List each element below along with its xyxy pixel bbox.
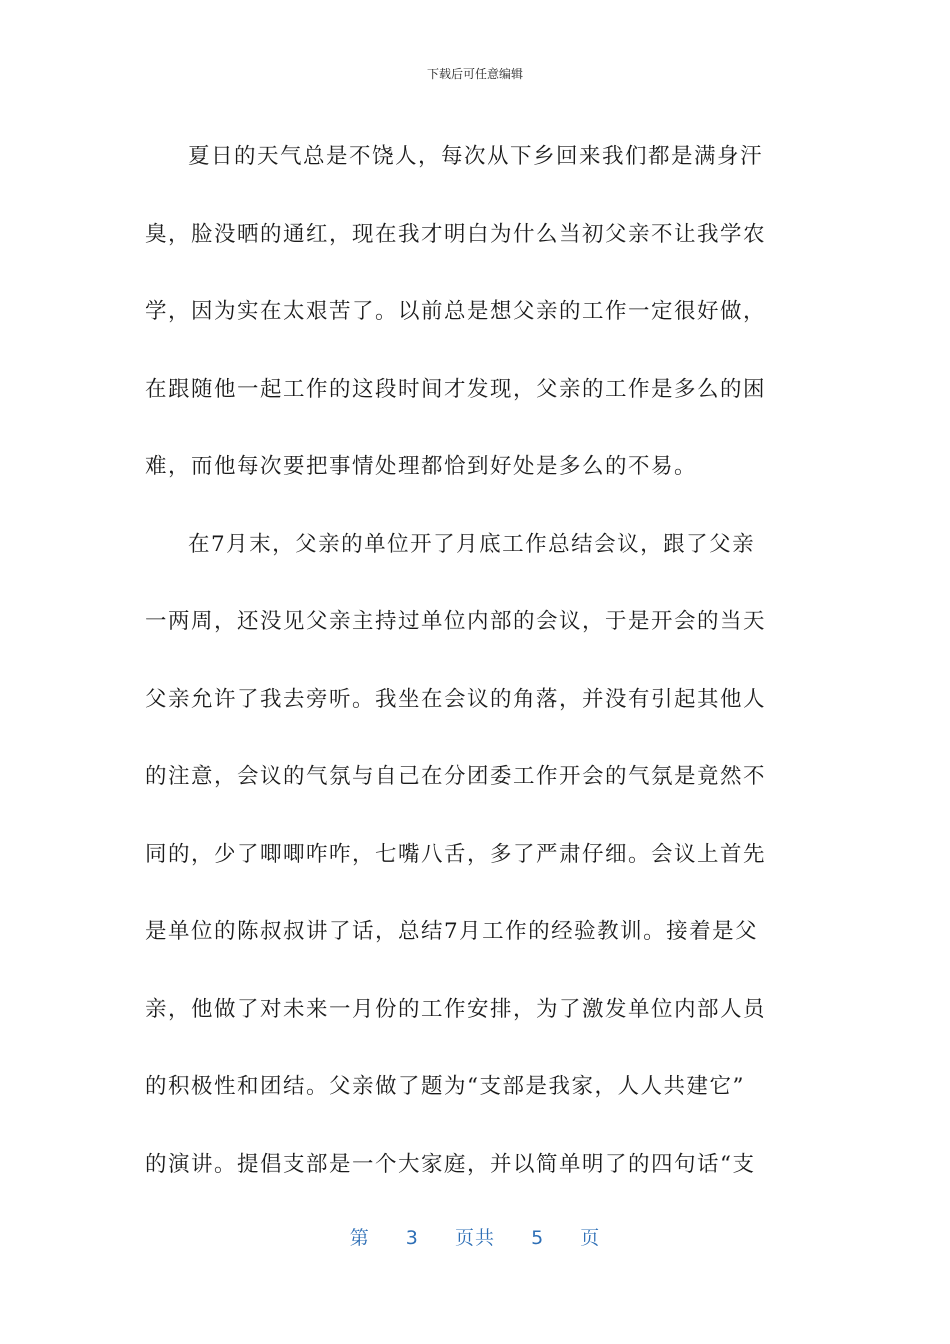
text-line: 的注意，会议的气氛与自己在分团委工作开会的气氛是竟然不 <box>145 764 767 789</box>
text-line: 一两周，还没见父亲主持过单位内部的会议，于是开会的当天 <box>145 609 767 634</box>
footer-middle: 页共 <box>454 1227 495 1249</box>
page-number-footer <box>0 1226 950 1250</box>
document-body <box>145 118 795 1203</box>
paragraph-1 <box>145 118 795 506</box>
text-line: 是单位的陈叔叔讲了话，总结7月工作的经验教训。接着是父 <box>145 919 759 944</box>
text-line: 在跟随他一起工作的这段时间才发现，父亲的工作是多么的困 <box>145 376 767 402</box>
current-page-number: 3 <box>405 1227 419 1249</box>
text-line: 的演讲。提倡支部是一个大家庭，并以简单明了的四句话“支 <box>145 1151 756 1177</box>
text-line: 的积极性和团结。父亲做了题为“支部是我家，人人共建它” <box>145 1074 745 1099</box>
paragraph-2 <box>145 506 795 1204</box>
text-line: 夏日的天气总是不饶人，每次从下乡回来我们都是满身汗 <box>188 144 764 169</box>
text-line: 同的，少了唧唧咋咋，七嘴八舌，多了严肃仔细。会议上首先 <box>145 841 767 867</box>
text-line: 在7月末，父亲的单位开了月底工作总结会议，跟了父亲 <box>188 531 756 557</box>
text-line: 学，因为实在太艰苦了。以前总是想父亲的工作一定很好做， <box>145 299 767 324</box>
total-pages-number: 5 <box>531 1227 545 1249</box>
footer-prefix: 第 <box>349 1227 370 1249</box>
text-line: 父亲允许了我去旁听。我坐在会议的角落，并没有引起其他人 <box>145 686 767 712</box>
footer-suffix: 页 <box>580 1227 601 1249</box>
text-line: 臭，脸没晒的通红，现在我才明白为什么当初父亲不让我学农 <box>145 221 767 247</box>
text-line: 难，而他每次要把事情处理都恰到好处是多么的不易。 <box>145 454 698 479</box>
text-line: 亲，他做了对未来一月份的工作安排，为了激发单位内部人员 <box>145 996 767 1022</box>
page-header: 下载后可任意编辑 <box>426 67 523 81</box>
